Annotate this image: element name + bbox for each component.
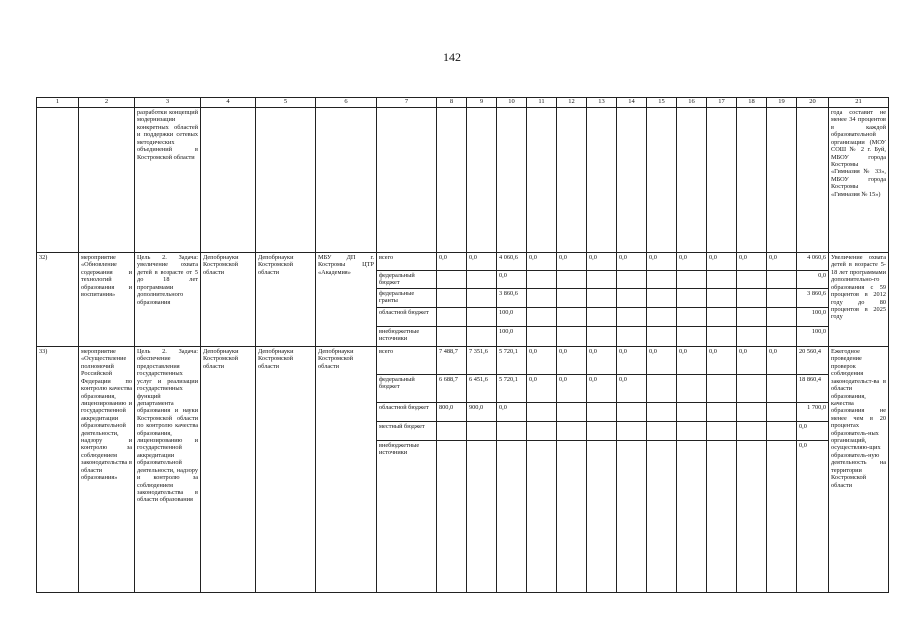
funding-source: всего: [377, 253, 437, 271]
value-cell: 0,0: [557, 347, 587, 375]
value-cell: 0,0: [497, 403, 527, 422]
funding-source: местный бюджет: [377, 422, 437, 441]
total-cell: 100,0: [797, 327, 829, 347]
value-cell: 0,0: [737, 347, 767, 375]
col-header: 13: [587, 98, 617, 108]
value-cell: 6 688,7: [437, 375, 467, 403]
page-number: 142: [443, 50, 461, 64]
col-header: 15: [647, 98, 677, 108]
value-cell: 0,0: [647, 347, 677, 375]
value-cell: 0,0: [647, 253, 677, 271]
col-header: 9: [467, 98, 497, 108]
col-header: 20: [797, 98, 829, 108]
coexecutor-cell: Депобрнауки Костромской области: [256, 347, 316, 593]
value-cell: 0,0: [617, 347, 647, 375]
col-header: 18: [737, 98, 767, 108]
row-number: 33): [37, 347, 79, 593]
value-cell: 0,0: [707, 347, 737, 375]
value-cell: 900,0: [467, 403, 497, 422]
funding-source: федеральный бюджет: [377, 271, 437, 289]
value-cell: 4 060,6: [497, 253, 527, 271]
result-cell: Ежегодное проведение проверок соблюдения законодательст-ва в области образования, качества образования не менее чем в 20 процентах образователь-ных организаций, осуществляю-щих образователь-ную деятельность на территории Костромской области: [829, 347, 889, 593]
activity-name: мероприятие «Осуществление полномочий Российской Федерации по контролю качества образования, лицензированию и государственной аккредитации образовательной деятельности, надзору и контролю за соблюдением законодательства в области образования»: [79, 347, 135, 593]
value-cell: 0,0: [587, 375, 617, 403]
value-cell: 0,0: [527, 253, 557, 271]
value-cell: 7 351,6: [467, 347, 497, 375]
value-cell: 0,0: [587, 253, 617, 271]
budget-table: [36, 97, 889, 593]
funding-source: федеральный бюджет: [377, 375, 437, 403]
funding-source: областной бюджет: [377, 308, 437, 327]
value-cell: 800,0: [437, 403, 467, 422]
value-cell: 0,0: [497, 271, 527, 289]
participant-cell: Депобрнауки Костромской области: [316, 347, 377, 593]
value-cell: 5 720,1: [497, 375, 527, 403]
funding-source: областной бюджет: [377, 403, 437, 422]
value-cell: 3 860,6: [497, 289, 527, 308]
responsible-cell: Депобрнауки Костромской области: [201, 253, 256, 347]
table-row: [37, 253, 889, 271]
total-cell: 20 560,4: [797, 347, 829, 375]
value-cell: 0,0: [527, 375, 557, 403]
col-header: 5: [256, 98, 316, 108]
total-cell: 3 860,6: [797, 289, 829, 308]
value-cell: 100,0: [497, 308, 527, 327]
col-header: 3: [135, 98, 201, 108]
total-cell: 18 860,4: [797, 375, 829, 403]
row-number: 32): [37, 253, 79, 347]
col-header: 14: [617, 98, 647, 108]
coexecutor-cell: Депобрнауки Костромской области: [256, 253, 316, 347]
total-cell: 0,0: [797, 271, 829, 289]
funding-source: всего: [377, 347, 437, 375]
col-header: 8: [437, 98, 467, 108]
col-header: 7: [377, 98, 437, 108]
header-row: [37, 98, 889, 108]
total-cell: 1 700,0: [797, 403, 829, 422]
participant-cell: МБУ ДП г. Костромы ЦТР «Академия»: [316, 253, 377, 347]
value-cell: 0,0: [527, 347, 557, 375]
value-cell: 0,0: [617, 375, 647, 403]
value-cell: 0,0: [707, 253, 737, 271]
value-cell: 100,0: [497, 327, 527, 347]
total-cell: 0,0: [797, 422, 829, 441]
total-cell: 100,0: [797, 308, 829, 327]
value-cell: 0,0: [677, 347, 707, 375]
value-cell: 6 451,6: [467, 375, 497, 403]
col-header: 10: [497, 98, 527, 108]
value-cell: 0,0: [557, 253, 587, 271]
funding-source: федеральные гранты: [377, 289, 437, 308]
col-header: 4: [201, 98, 256, 108]
col-header: 6: [316, 98, 377, 108]
result-cell: Увеличение охвата детей в возрасте 5-18 лет программами дополнительно-го образования с 59 процентов в 2012 году до 80 процентов в 2025 году: [829, 253, 889, 347]
funding-source: внебюджетные источники: [377, 441, 437, 593]
task-cell: разработки концепций модернизации конкретных областей и поддержки сетевых методических объединений в Костромской области: [135, 108, 201, 253]
table-row: [37, 347, 889, 375]
col-header: 17: [707, 98, 737, 108]
total-cell: 0,0: [797, 441, 829, 593]
value-cell: 0,0: [737, 253, 767, 271]
total-cell: 4 060,6: [797, 253, 829, 271]
goal-cell: Цель 2. Задача: увеличение охвата детей в возрасте от 5 до 18 лет программами дополнительного образования: [135, 253, 201, 347]
value-cell: 5 720,1: [497, 347, 527, 375]
result-cell: года составит не менее 34 процентов в каждой образовательной организации (МОУ СОШ № 2 г. Буй, МБОУ города Костромы «Гимназия № 33», МБОУ города Костромы «Гимназия № 15»): [829, 108, 889, 253]
col-header: 21: [829, 98, 889, 108]
col-header: 2: [79, 98, 135, 108]
col-header: 1: [37, 98, 79, 108]
value-cell: 7 488,7: [437, 347, 467, 375]
value-cell: 0,0: [767, 347, 797, 375]
col-header: 11: [527, 98, 557, 108]
continuation-row: [37, 108, 889, 253]
value-cell: 0,0: [587, 347, 617, 375]
value-cell: 0,0: [467, 253, 497, 271]
col-header: 19: [767, 98, 797, 108]
col-header: 12: [557, 98, 587, 108]
value-cell: 0,0: [677, 253, 707, 271]
activity-name: мероприятие «Обновление содержания и технологий образования и воспитания»: [79, 253, 135, 347]
value-cell: 0,0: [557, 375, 587, 403]
funding-source: внебюджетные источники: [377, 327, 437, 347]
goal-cell: Цель 2. Задача: обеспечение предоставления государственных услуг и реализации государственных функций департамента образования и науки Костромской области по контролю качества образования, лицензированию и государственной аккредитации образовательной деятельности, надзору и контролю за соблюдением законодательства в области образования: [135, 347, 201, 593]
value-cell: 0,0: [617, 253, 647, 271]
col-header: 16: [677, 98, 707, 108]
value-cell: 0,0: [437, 253, 467, 271]
responsible-cell: Депобрнауки Костромской области: [201, 347, 256, 593]
value-cell: 0,0: [767, 253, 797, 271]
